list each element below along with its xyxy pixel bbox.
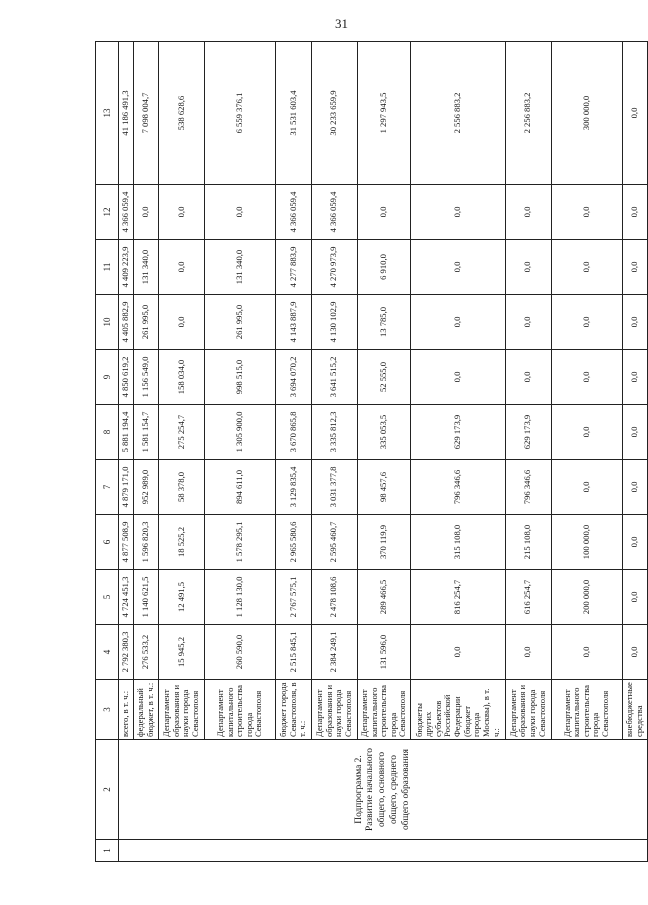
value-cell: 616 254,7 [505, 570, 551, 625]
rotated-budget-table-container [95, 42, 648, 862]
column-header: 8 [96, 405, 119, 460]
value-cell: 2 478 108,6 [311, 570, 357, 625]
total-cell: 2 256 883,2 [505, 42, 551, 185]
value-cell: 4 724 451,3 [119, 570, 134, 625]
value-cell: 0,0 [551, 240, 622, 295]
funding-source-cell: Департамент капитального строительства города Севастополя [357, 680, 411, 740]
value-cell: 0,0 [622, 405, 647, 460]
value-cell: 215 108,0 [505, 515, 551, 570]
value-cell: 1 305 900,0 [204, 405, 275, 460]
value-cell: 0,0 [411, 240, 505, 295]
value-cell: 3 670 865,8 [276, 405, 312, 460]
table-row [411, 42, 505, 862]
funding-source-cell: внебюджетные средства [622, 680, 647, 740]
funding-source-cell: федеральный бюджет, в т. ч.: [133, 680, 158, 740]
value-cell: 2 965 580,6 [276, 515, 312, 570]
value-cell: 0,0 [411, 295, 505, 350]
value-cell: 1 156 549,0 [133, 350, 158, 405]
value-cell: 0,0 [622, 295, 647, 350]
value-cell: 0,0 [551, 185, 622, 240]
value-cell: 260 590,0 [204, 625, 275, 680]
value-cell: 0,0 [505, 240, 551, 295]
column-header: 5 [96, 570, 119, 625]
value-cell: 0,0 [622, 350, 647, 405]
table-row [158, 42, 204, 862]
column-header: 12 [96, 185, 119, 240]
value-cell: 131 596,0 [357, 625, 411, 680]
value-cell: 0,0 [158, 240, 204, 295]
column-header: 2 [96, 740, 119, 840]
value-cell: 158 034,0 [158, 350, 204, 405]
value-cell: 5 881 194,4 [119, 405, 134, 460]
value-cell: 4 366 059,4 [311, 185, 357, 240]
value-cell: 0,0 [158, 185, 204, 240]
value-cell: 3 129 835,4 [276, 460, 312, 515]
total-cell: 7 098 004,7 [133, 42, 158, 185]
value-cell: 0,0 [357, 185, 411, 240]
value-cell: 261 995,0 [133, 295, 158, 350]
value-cell: 131 340,0 [133, 240, 158, 295]
total-cell: 6 559 376,1 [204, 42, 275, 185]
value-cell: 52 555,0 [357, 350, 411, 405]
value-cell: 315 108,0 [411, 515, 505, 570]
value-cell: 0,0 [551, 460, 622, 515]
value-cell: 0,0 [551, 295, 622, 350]
table-row [133, 42, 158, 862]
value-cell: 4 850 619,2 [119, 350, 134, 405]
value-cell: 335 053,5 [357, 405, 411, 460]
value-cell: 3 031 377,8 [311, 460, 357, 515]
value-cell: 261 995,0 [204, 295, 275, 350]
funding-source-cell: Департамент капитального строительства города Севастополя [204, 680, 275, 740]
value-cell: 1 596 820,3 [133, 515, 158, 570]
value-cell: 0,0 [551, 350, 622, 405]
column-header: 3 [96, 680, 119, 740]
column-header: 1 [96, 840, 119, 862]
value-cell: 629 173,9 [505, 405, 551, 460]
value-cell: 13 785,0 [357, 295, 411, 350]
value-cell: 629 173,9 [411, 405, 505, 460]
value-cell: 200 000,0 [551, 570, 622, 625]
value-cell: 6 910,0 [357, 240, 411, 295]
value-cell: 289 466,5 [357, 570, 411, 625]
value-cell: 2 384 249,1 [311, 625, 357, 680]
value-cell: 2 767 575,1 [276, 570, 312, 625]
value-cell: 100 000,0 [551, 515, 622, 570]
value-cell: 0,0 [505, 625, 551, 680]
value-cell: 952 989,0 [133, 460, 158, 515]
value-cell: 1 578 295,1 [204, 515, 275, 570]
budget-table [95, 41, 648, 862]
column-header: 10 [96, 295, 119, 350]
value-cell: 998 515,0 [204, 350, 275, 405]
funding-source-cell: Департамент образования и науки города Севастополя [505, 680, 551, 740]
value-cell: 0,0 [411, 185, 505, 240]
table-row [505, 42, 551, 862]
value-cell: 3 641 515,2 [311, 350, 357, 405]
table-row [622, 42, 647, 862]
column-header: 6 [96, 515, 119, 570]
value-cell: 275 254,7 [158, 405, 204, 460]
value-cell: 2 515 845,1 [276, 625, 312, 680]
value-cell: 4 405 882,9 [119, 295, 134, 350]
value-cell: 3 694 070,2 [276, 350, 312, 405]
total-cell: 2 556 883,2 [411, 42, 505, 185]
column-header: 7 [96, 460, 119, 515]
value-cell: 0,0 [622, 240, 647, 295]
value-cell: 131 340,0 [204, 240, 275, 295]
row-number-cell [119, 840, 648, 862]
value-cell: 4 879 171,0 [119, 460, 134, 515]
funding-source-cell: Департамент капитального строительства города Севастополя [551, 680, 622, 740]
page-number: 31 [335, 16, 348, 31]
value-cell: 1 581 154,7 [133, 405, 158, 460]
funding-source-cell: Департамент образования и науки города Севастополя [311, 680, 357, 740]
value-cell: 3 335 812,3 [311, 405, 357, 460]
value-cell: 370 119,9 [357, 515, 411, 570]
value-cell: 816 254,7 [411, 570, 505, 625]
value-cell: 4 130 102,9 [311, 295, 357, 350]
table-row [204, 42, 275, 862]
value-cell: 2 595 460,7 [311, 515, 357, 570]
value-cell: 0,0 [551, 405, 622, 460]
value-cell: 0,0 [133, 185, 158, 240]
value-cell: 2 792 380,3 [119, 625, 134, 680]
value-cell: 0,0 [411, 350, 505, 405]
value-cell: 0,0 [622, 625, 647, 680]
column-header: 4 [96, 625, 119, 680]
value-cell: 4 366 059,4 [119, 185, 134, 240]
value-cell: 0,0 [622, 515, 647, 570]
column-header: 13 [96, 42, 119, 185]
value-cell: 1 140 621,5 [133, 570, 158, 625]
total-cell: 0,0 [622, 42, 647, 185]
column-header: 11 [96, 240, 119, 295]
funding-source-cell: Департамент образования и науки города Севастополя [158, 680, 204, 740]
value-cell: 4 366 059,4 [276, 185, 312, 240]
funding-source-cell: всего, в т. ч.: [119, 680, 134, 740]
total-cell: 300 000,0 [551, 42, 622, 185]
value-cell: 0,0 [204, 185, 275, 240]
funding-source-cell: бюджет города Севастополя, в т. ч.: [276, 680, 312, 740]
total-cell: 538 628,6 [158, 42, 204, 185]
header-row [96, 42, 119, 862]
value-cell: 12 491,5 [158, 570, 204, 625]
value-cell: 0,0 [622, 570, 647, 625]
value-cell: 4 143 887,9 [276, 295, 312, 350]
value-cell: 0,0 [505, 350, 551, 405]
value-cell: 0,0 [505, 185, 551, 240]
total-cell: 31 531 603,4 [276, 42, 312, 185]
value-cell: 894 611,0 [204, 460, 275, 515]
value-cell: 796 346,6 [505, 460, 551, 515]
table-row [551, 42, 622, 862]
table-row [276, 42, 312, 862]
table-row [311, 42, 357, 862]
value-cell: 0,0 [505, 295, 551, 350]
value-cell: 4 409 223,9 [119, 240, 134, 295]
table-row [357, 42, 411, 862]
value-cell: 18 525,2 [158, 515, 204, 570]
value-cell: 0,0 [622, 460, 647, 515]
total-cell: 1 297 943,5 [357, 42, 411, 185]
value-cell: 4 270 973,9 [311, 240, 357, 295]
column-header: 9 [96, 350, 119, 405]
value-cell: 0,0 [158, 295, 204, 350]
value-cell: 276 533,2 [133, 625, 158, 680]
total-cell: 41 186 491,3 [119, 42, 134, 185]
total-cell: 30 233 659,9 [311, 42, 357, 185]
value-cell: 0,0 [551, 625, 622, 680]
value-cell: 15 945,2 [158, 625, 204, 680]
value-cell: 58 378,0 [158, 460, 204, 515]
value-cell: 98 457,6 [357, 460, 411, 515]
value-cell: 1 128 130,0 [204, 570, 275, 625]
value-cell: 0,0 [622, 185, 647, 240]
table-row [119, 42, 134, 862]
value-cell: 4 877 508,9 [119, 515, 134, 570]
value-cell: 4 277 883,9 [276, 240, 312, 295]
program-name-cell: Подпрограмма 2. Развитие начального общего, основного общего, среднего общего образования [119, 740, 648, 840]
value-cell: 796 346,6 [411, 460, 505, 515]
funding-source-cell: бюджеты других субъектов Российской Федерации (бюджет города Москвы), в т. ч.: [411, 680, 505, 740]
value-cell: 0,0 [411, 625, 505, 680]
